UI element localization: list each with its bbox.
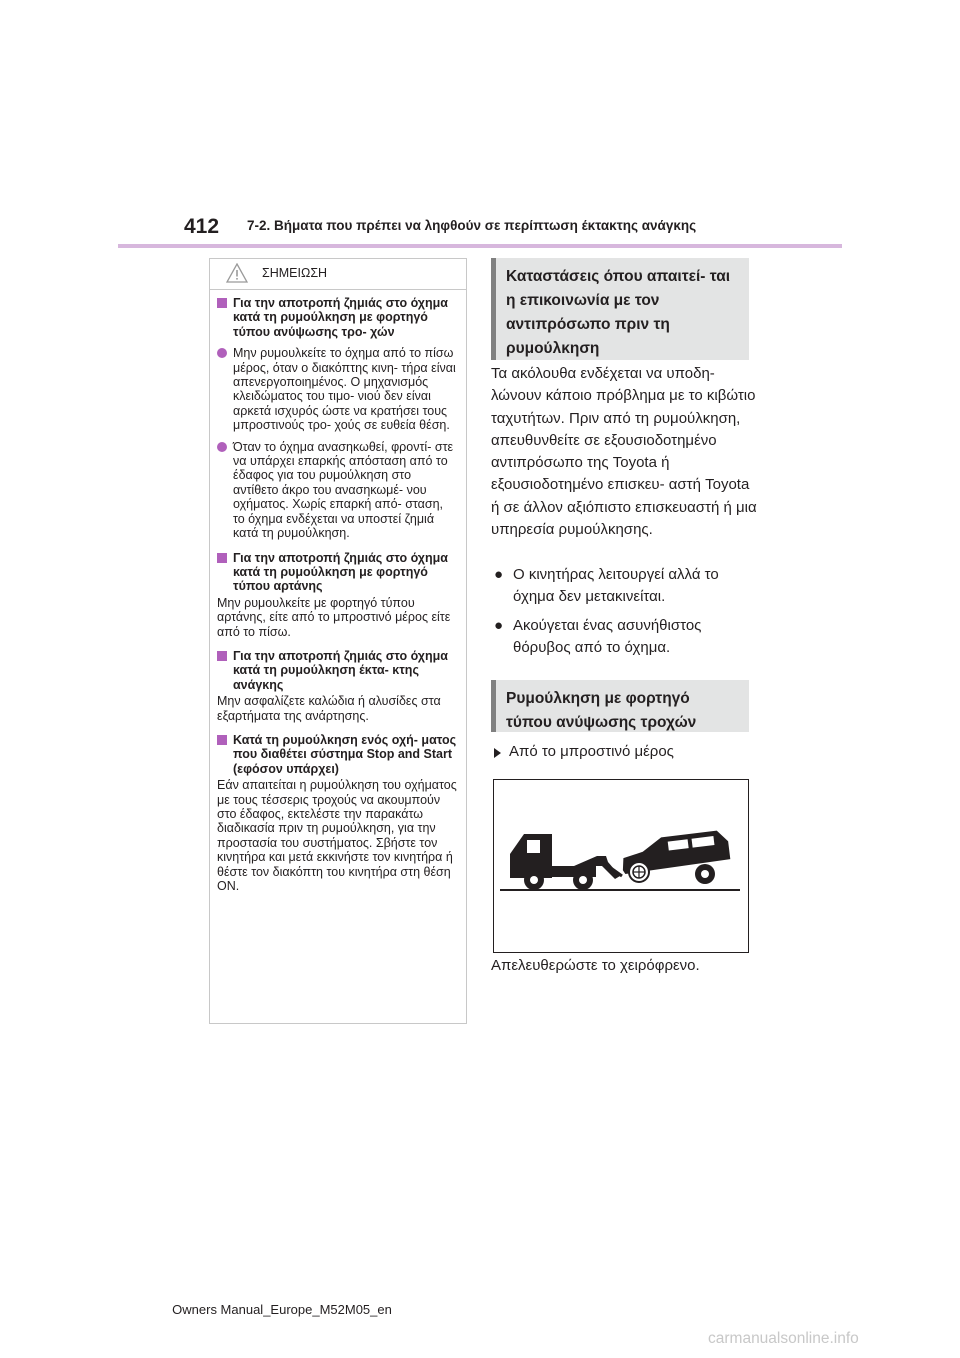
note-body <box>210 290 466 893</box>
square-bullet-icon <box>217 553 227 563</box>
note-item: Όταν το όχημα ανασηκωθεί, φροντί- στε να υπάρχει επαρκής απόσταση από το έδαφος για του ρυμούλκηση στο αντίθετο άκρο του ανασηκωμέ- νου οχήματος. Χωρίς επαρκή από- σταση, το όχημα ενδέχεται να υποστεί ζημιά κατά τη ρυμούλκηση. <box>217 440 458 541</box>
note-box <box>209 258 467 1024</box>
note-section-title: Κατά τη ρυμούλκηση ενός οχή- ματος που διαθέτει σύστημα Stop and Start (εφόσον υπάρχει) <box>217 733 458 776</box>
note-text: Μην ασφαλίζετε καλώδια ή αλυσίδες στα εξαρτήματα της ανάρτησης. <box>217 694 441 723</box>
warning-triangle-icon <box>226 263 248 288</box>
circle-bullet-icon <box>217 348 227 358</box>
page-number: 412 <box>184 215 220 238</box>
list-item: ● Ο κινητήρας λειτουργεί αλλά το όχημα δεν μετακινείται. <box>491 564 761 609</box>
note-section <box>217 296 458 541</box>
circle-bullet-icon <box>217 442 227 452</box>
note-section <box>217 733 458 893</box>
square-bullet-icon <box>217 735 227 745</box>
chapter-title: 7-2. Βήματα που πρέπει να ληφθούν σε περίπτωση έκτακτης ανάγκης <box>247 218 697 233</box>
intro-paragraph: Τα ακόλουθα ενδέχεται να υποδη- λώνουν κάποιο πρόβλημα με το κιβώτιο ταχυτήτων. Πριν από τη ρυμούλκηση, απευθυνθείτε σε εξουσιοδοτημένο αντιπρόσωπο της Toyota ή εξουσιοδοτημένο επισκευ- αστή Toyota ή σε άλλον αξιόπιστο επισκευαστή ή μια υπηρεσία ρυμούλκησης. <box>491 365 757 539</box>
note-label: ΣΗΜΕΙΩΣΗ <box>262 266 328 280</box>
bullet-icon: ● <box>494 566 504 583</box>
arrow-right-icon <box>494 748 501 758</box>
note-section <box>217 649 458 723</box>
square-bullet-icon <box>217 298 227 308</box>
header-rule <box>118 244 842 248</box>
note-text: Μην ρυμουλκείτε με φορτηγό τύπου αρτάνης, είτε από το μπροστινό μέρος είτε από το πίσω. <box>217 595 451 639</box>
footer-manual-id: Owners Manual_Europe_M52M05_en <box>172 1302 392 1317</box>
list-item: ● Ακούγεται ένας ασυνήθιστος θόρυβος από το όχημα. <box>491 615 761 660</box>
arrow-list-item: Από το μπροστινό μέρος <box>491 743 674 760</box>
note-section-title: Για την αποτροπή ζημιάς στο όχημα κατά τη ρυμούλκηση με φορτηγό τύπου αρτάνης <box>217 551 458 594</box>
section-heading-dealer-contact: Καταστάσεις όπου απαιτεί- ται η επικοινωνία με τον αντιπρόσωπο πριν τη ρυμούλκηση <box>491 258 749 360</box>
square-bullet-icon <box>217 651 227 661</box>
note-text: Εάν απαιτείται η ρυμούλκηση του οχήματος με τους τέσσερις τροχούς να ακουμπούν στο έδαφος, εκτελέστε την παρακάτω διαδικασία πριν τη ρυμούλκηση, για την προστασία του συστήματος. Σβήστε τον κινητήρα και μετά εκκινήστε τον κινητήρα ή θέστε τον διακόπτη του κινητήρα στη θέση ON. <box>217 778 457 894</box>
note-section-title: Για την αποτροπή ζημιάς στο όχημα κατά τη ρυμούλκηση έκτα- κτης ανάγκης <box>217 649 458 692</box>
note-header <box>210 259 466 290</box>
tow-truck-lifting-car-illustration <box>493 779 749 953</box>
watermark: carmanualsonline.info <box>708 1330 859 1347</box>
section-heading-wheel-lift: Ρυμούλκηση με φορτηγό τύπου ανύψωσης τροχών <box>491 680 749 732</box>
note-section-title: Για την αποτροπή ζημιάς στο όχημα κατά τη ρυμούλκηση με φορτηγό τύπου ανύψωσης τρο- χών <box>217 296 458 339</box>
release-handbrake-text: Απελευθερώστε το χειρόφρενο. <box>491 957 700 974</box>
bullet-icon: ● <box>494 617 504 634</box>
note-section <box>217 551 458 639</box>
note-item: Μην ρυμουλκείτε το όχημα από το πίσω μέρος, όταν ο διακόπτης κινη- τήρα είναι απενεργοποιημένος. Ο μηχανισμός κλειδώματος του τιμο- νιού δεν είναι αρκετά ισχυρός ώστε να κρατήσει τους μπροστινούς τρο- χούς σε ευθεία θέση. <box>217 346 458 432</box>
